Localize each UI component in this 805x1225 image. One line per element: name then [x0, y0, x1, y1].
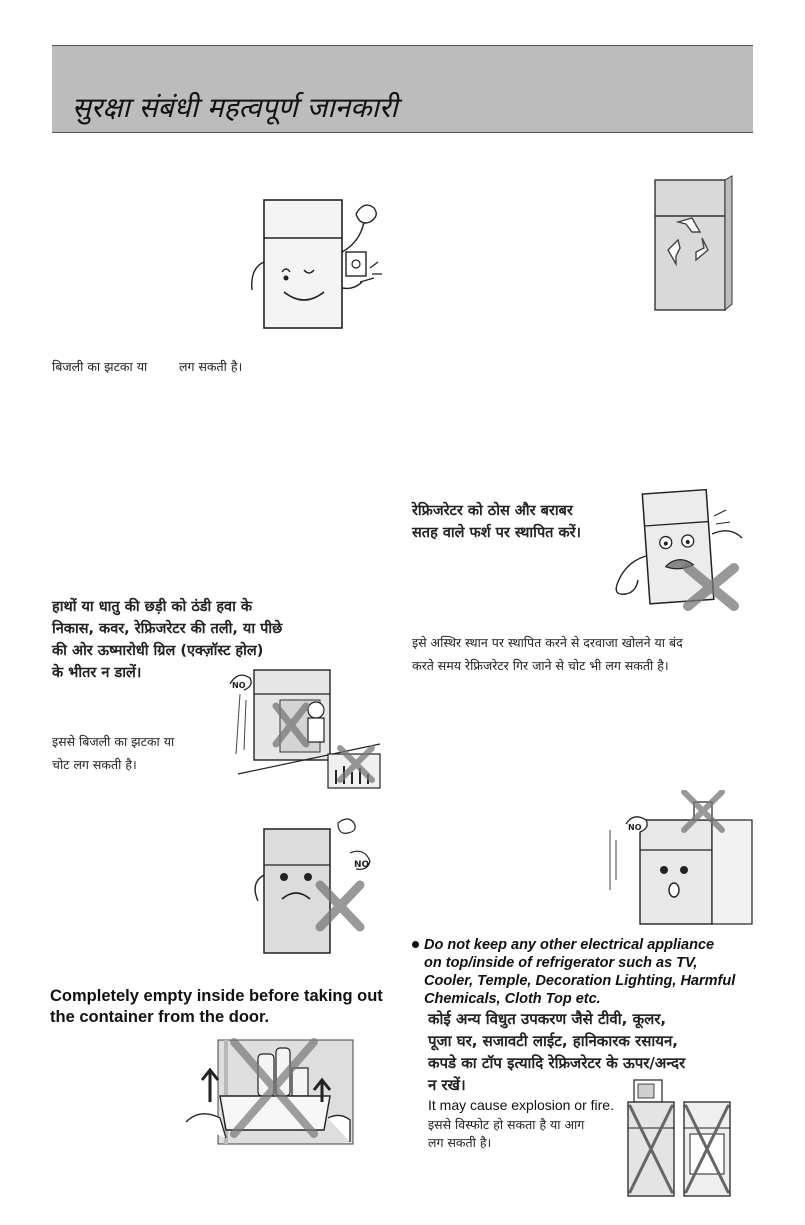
- hands-rods-consequence-line: चोट लग सकती है।: [52, 757, 137, 772]
- hands-rods-line: के भीतर न डालें।: [52, 665, 142, 681]
- tipping-fridge-illustration: [604, 486, 750, 614]
- appliance-on-fridge-illustration: [620, 1074, 738, 1200]
- shock-warning-text: बिजली का झटका या लग सकती है।: [52, 359, 243, 374]
- appliance-en-line: Cooler, Temple, Decoration Lighting, Harmful: [424, 973, 736, 989]
- bullet-icon: [412, 941, 419, 948]
- appliance-consequence-hi-line: लग सकती है।: [428, 1135, 492, 1150]
- install-instruction: [412, 500, 581, 544]
- hands-rods-consequence-line: इससे बिजली का झटका या: [52, 734, 175, 749]
- empty-container-line: Completely empty inside before taking out: [50, 987, 383, 1005]
- hands-rods-line: की ओर ऊष्मारोधी ग्रिल (एक्ज़ॉस्ट होल): [52, 643, 264, 659]
- recycle-fridge-illustration: [648, 172, 738, 314]
- child-fridge-illustration: [210, 664, 388, 792]
- appliance-en-line: Chemicals, Cloth Top etc.: [424, 991, 601, 1007]
- install-consequence-line: करते समय रेफ्रिजरेटर गिर जाने से चोट भी लग सकती है।: [412, 658, 669, 673]
- fridge-plug-illustration: [242, 192, 392, 332]
- appliance-en-line: on top/inside of refrigerator such as TV,: [424, 955, 698, 971]
- hands-rods-line: हाथों या धातु की छड़ी को ठंडी हवा के: [52, 599, 253, 615]
- appliance-hi-line: न रखें।: [428, 1076, 466, 1094]
- empty-container-line: the container from the door.: [50, 1008, 270, 1026]
- hands-rods-line: निकास, कवर, रेफ्रिजरेटर की तली, या पीछे: [52, 621, 283, 637]
- svg-text:NO: NO: [354, 860, 370, 870]
- svg-text:NO: NO: [628, 823, 642, 832]
- empty-container-instruction: [50, 986, 383, 1028]
- page-title: सुरक्षा संबंधी महत्वपूर्ण जानकारी: [72, 91, 398, 124]
- install-line: सतह वाले फर्श पर स्थापित करें।: [412, 525, 582, 541]
- appliance-hi-line: पूजा घर, सजावटी लाईट, हानिकारक रसायन,: [428, 1032, 678, 1050]
- install-line: रेफ्रिजरेटर को ठोस और बराबर: [412, 503, 573, 519]
- appliance-warning-en: [424, 936, 735, 1008]
- hands-rods-consequence: [52, 730, 174, 776]
- appliance-consequence-hi-line: इससे विस्फोट हो सकता है या आग: [428, 1117, 585, 1132]
- no-badge-text: NO: [232, 681, 246, 690]
- install-consequence-line: इसे अस्थिर स्थान पर स्थापित करने से दरवाजा खोलने या बंद: [412, 635, 683, 650]
- appliance-consequence-hi: [428, 1116, 584, 1152]
- appliance-hi-line: कपडे का टॉप इत्यादि रेफ्रिजरेटर के ऊपर/अन्दर: [428, 1054, 686, 1072]
- door-bin-illustration: [180, 1038, 355, 1148]
- install-consequence: [412, 631, 683, 677]
- open-fridge-illustration: [604, 790, 756, 930]
- appliance-en-line: Do not keep any other electrical appliance: [424, 937, 715, 953]
- appliance-hi-line: कोई अन्य विधुत उपकरण जैसे टीवी, कूलर,: [428, 1010, 667, 1028]
- header-band: [52, 45, 753, 133]
- appliance-consequence-en: It may cause explosion or fire.: [428, 1097, 614, 1113]
- sad-fridge-illustration: [250, 815, 380, 955]
